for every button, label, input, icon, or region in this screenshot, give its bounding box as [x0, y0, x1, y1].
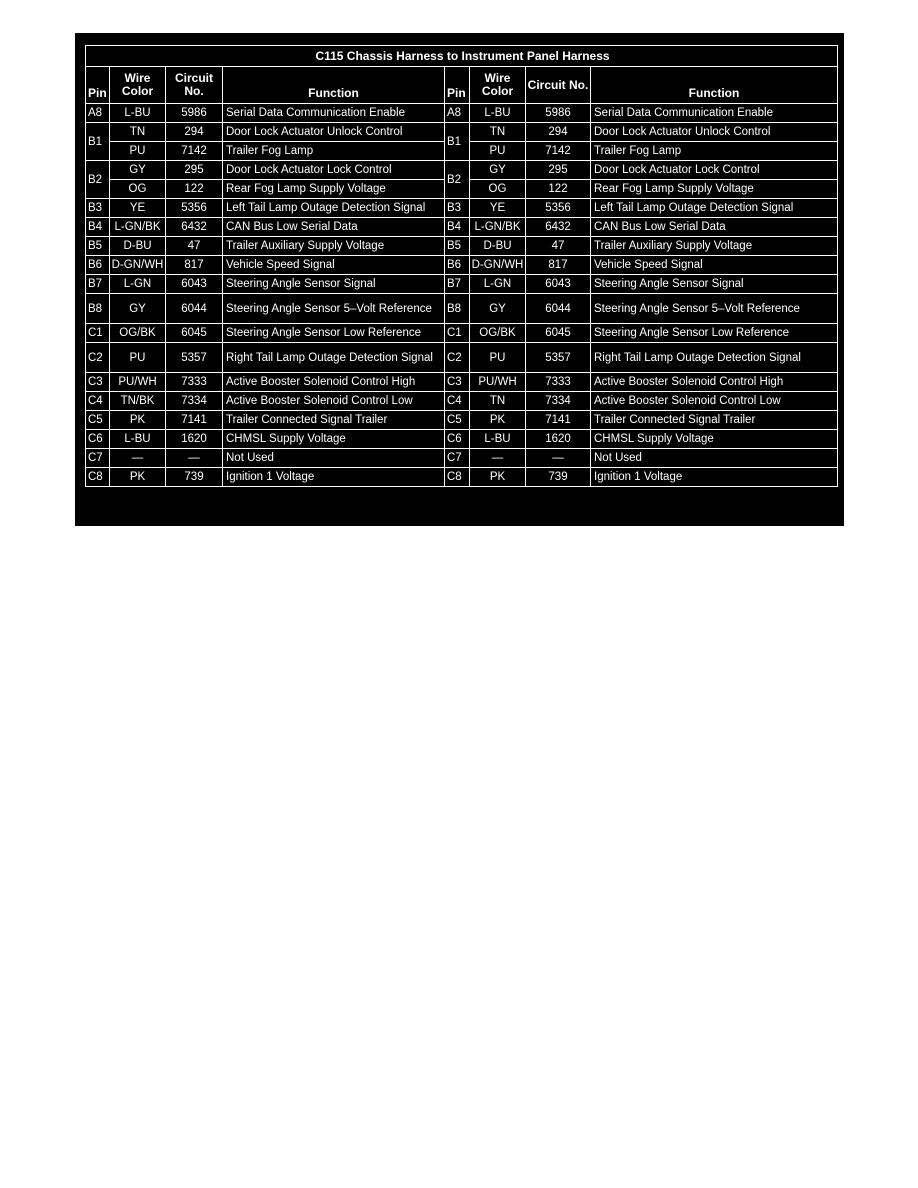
wire-color-cell-left: L-BU — [110, 104, 166, 123]
wire-color-cell-right: D-GN/WH — [470, 256, 526, 275]
pin-cell-right: C5 — [445, 411, 470, 430]
function-cell-left: Trailer Connected Signal Trailer — [223, 411, 445, 430]
wire-color-cell-left: — — [110, 449, 166, 468]
function-cell-left: Active Booster Solenoid Control Low — [223, 392, 445, 411]
pin-cell-left: B8 — [86, 294, 110, 324]
function-cell-right: Vehicle Speed Signal — [591, 256, 838, 275]
wire-color-cell-right: TN — [470, 123, 526, 142]
pin-cell-left: B6 — [86, 256, 110, 275]
pin-cell-left: C2 — [86, 343, 110, 373]
function-cell-left: Steering Angle Sensor Low Reference — [223, 324, 445, 343]
circuit-cell-left: 6045 — [166, 324, 223, 343]
wire-color-cell-right: OG/BK — [470, 324, 526, 343]
pin-cell-right: C8 — [445, 468, 470, 487]
wire-color-cell-left: GY — [110, 294, 166, 324]
pin-cell-right: B4 — [445, 218, 470, 237]
function-cell-left: Vehicle Speed Signal — [223, 256, 445, 275]
wire-color-cell-left: YE — [110, 199, 166, 218]
wire-color-cell-right: — — [470, 449, 526, 468]
table-body — [86, 104, 838, 487]
function-cell-right: Serial Data Communication Enable — [591, 104, 838, 123]
circuit-cell-left: 7333 — [166, 373, 223, 392]
table-row — [86, 373, 838, 392]
wire-color-cell-left: GY — [110, 161, 166, 180]
pin-cell-right: B5 — [445, 237, 470, 256]
pin-cell-left: C1 — [86, 324, 110, 343]
circuit-cell-right: — — [526, 449, 591, 468]
table-row — [86, 343, 838, 373]
function-cell-left: Trailer Fog Lamp — [223, 142, 445, 161]
function-cell-right: Trailer Fog Lamp — [591, 142, 838, 161]
circuit-cell-left: 295 — [166, 161, 223, 180]
circuit-cell-right: 6045 — [526, 324, 591, 343]
circuit-cell-right: 1620 — [526, 430, 591, 449]
function-cell-right: Trailer Connected Signal Trailer — [591, 411, 838, 430]
wire-color-cell-left: L-GN — [110, 275, 166, 294]
function-cell-right: Rear Fog Lamp Supply Voltage — [591, 180, 838, 199]
wire-color-cell-right: PU/WH — [470, 373, 526, 392]
wire-color-cell-left: TN — [110, 123, 166, 142]
circuit-cell-right: 5356 — [526, 199, 591, 218]
pin-cell-right: C6 — [445, 430, 470, 449]
function-cell-right: Ignition 1 Voltage — [591, 468, 838, 487]
circuit-cell-left: 47 — [166, 237, 223, 256]
pin-cell-right: C2 — [445, 343, 470, 373]
wire-color-cell-left: PU/WH — [110, 373, 166, 392]
pin-cell-right: C4 — [445, 392, 470, 411]
circuit-cell-left: 6043 — [166, 275, 223, 294]
function-cell-left: Ignition 1 Voltage — [223, 468, 445, 487]
circuit-cell-left: 5357 — [166, 343, 223, 373]
function-cell-right: Steering Angle Sensor 5–Volt Reference — [591, 294, 838, 324]
table-row — [86, 123, 838, 142]
table-row — [86, 411, 838, 430]
wire-color-cell-right: L-GN/BK — [470, 218, 526, 237]
function-cell-left: Serial Data Communication Enable — [223, 104, 445, 123]
table-row — [86, 256, 838, 275]
circuit-cell-left: 5986 — [166, 104, 223, 123]
circuit-cell-right: 122 — [526, 180, 591, 199]
function-cell-left: CHMSL Supply Voltage — [223, 430, 445, 449]
pin-cell-left: C8 — [86, 468, 110, 487]
wire-color-cell-right: PU — [470, 343, 526, 373]
pin-cell-right: B6 — [445, 256, 470, 275]
circuit-cell-left: 7334 — [166, 392, 223, 411]
function-cell-left: Door Lock Actuator Lock Control — [223, 161, 445, 180]
function-cell-right: Door Lock Actuator Lock Control — [591, 161, 838, 180]
pin-cell-right: C3 — [445, 373, 470, 392]
circuit-cell-left: — — [166, 449, 223, 468]
pin-cell-right: C1 — [445, 324, 470, 343]
table-row — [86, 392, 838, 411]
circuit-cell-left: 739 — [166, 468, 223, 487]
table-row — [86, 468, 838, 487]
circuit-cell-left: 6044 — [166, 294, 223, 324]
circuit-cell-right: 6043 — [526, 275, 591, 294]
circuit-cell-right: 47 — [526, 237, 591, 256]
function-cell-left: Active Booster Solenoid Control High — [223, 373, 445, 392]
function-cell-right: CHMSL Supply Voltage — [591, 430, 838, 449]
pin-cell-left: C6 — [86, 430, 110, 449]
connector-figure — [75, 33, 844, 526]
pin-cell-left: B5 — [86, 237, 110, 256]
function-cell-right: Door Lock Actuator Unlock Control — [591, 123, 838, 142]
pin-cell-right: B3 — [445, 199, 470, 218]
function-cell-right: CAN Bus Low Serial Data — [591, 218, 838, 237]
wire-color-cell-left: D-GN/WH — [110, 256, 166, 275]
function-cell-right: Active Booster Solenoid Control High — [591, 373, 838, 392]
wire-color-cell-left: PK — [110, 411, 166, 430]
circuit-cell-left: 5356 — [166, 199, 223, 218]
circuit-cell-right: 5986 — [526, 104, 591, 123]
wire-color-cell-right: L-BU — [470, 104, 526, 123]
circuit-cell-left: 7141 — [166, 411, 223, 430]
wire-color-cell-left: L-GN/BK — [110, 218, 166, 237]
wire-color-cell-right: PU — [470, 142, 526, 161]
wire-color-cell-left: PU — [110, 343, 166, 373]
wire-color-cell-left: L-BU — [110, 430, 166, 449]
circuit-cell-right: 5357 — [526, 343, 591, 373]
table-row — [86, 430, 838, 449]
circuit-cell-left: 6432 — [166, 218, 223, 237]
function-cell-left: Right Tail Lamp Outage Detection Signal — [223, 343, 445, 373]
wire-color-cell-right: OG — [470, 180, 526, 199]
header-wire-color-right: Wire Color — [470, 67, 526, 104]
pin-cell-left: B7 — [86, 275, 110, 294]
header-function-right: Function — [591, 67, 838, 104]
function-cell-right: Steering Angle Sensor Signal — [591, 275, 838, 294]
wire-color-cell-left: PU — [110, 142, 166, 161]
pin-cell-right: C7 — [445, 449, 470, 468]
pin-cell-right: B1 — [445, 123, 470, 161]
pin-cell-left: B4 — [86, 218, 110, 237]
circuit-cell-left: 294 — [166, 123, 223, 142]
header-pin-left: Pin — [86, 67, 110, 104]
table-row — [86, 294, 838, 324]
function-cell-right: Steering Angle Sensor Low Reference — [591, 324, 838, 343]
circuit-cell-left: 7142 — [166, 142, 223, 161]
function-cell-left: Left Tail Lamp Outage Detection Signal — [223, 199, 445, 218]
circuit-cell-right: 7333 — [526, 373, 591, 392]
function-cell-left: Steering Angle Sensor 5–Volt Reference — [223, 294, 445, 324]
circuit-cell-left: 1620 — [166, 430, 223, 449]
circuit-cell-right: 817 — [526, 256, 591, 275]
pin-cell-left: B1 — [86, 123, 110, 161]
wire-color-cell-right: L-BU — [470, 430, 526, 449]
circuit-cell-right: 6044 — [526, 294, 591, 324]
wire-color-cell-left: PK — [110, 468, 166, 487]
function-cell-left: Steering Angle Sensor Signal — [223, 275, 445, 294]
function-cell-right: Not Used — [591, 449, 838, 468]
table-row — [86, 237, 838, 256]
wire-color-cell-left: TN/BK — [110, 392, 166, 411]
circuit-cell-right: 7141 — [526, 411, 591, 430]
circuit-cell-right: 7142 — [526, 142, 591, 161]
wire-color-cell-right: YE — [470, 199, 526, 218]
pin-cell-right: B7 — [445, 275, 470, 294]
header-wire-color-left: Wire Color — [110, 67, 166, 104]
circuit-cell-right: 7334 — [526, 392, 591, 411]
wire-color-cell-right: L-GN — [470, 275, 526, 294]
wire-color-cell-right: D-BU — [470, 237, 526, 256]
pin-cell-left: B3 — [86, 199, 110, 218]
function-cell-left: Rear Fog Lamp Supply Voltage — [223, 180, 445, 199]
circuit-cell-right: 295 — [526, 161, 591, 180]
pin-cell-left: C5 — [86, 411, 110, 430]
pin-cell-left: A8 — [86, 104, 110, 123]
wire-color-cell-right: GY — [470, 161, 526, 180]
function-cell-left: Trailer Auxiliary Supply Voltage — [223, 237, 445, 256]
wire-color-cell-right: GY — [470, 294, 526, 324]
function-cell-left: Door Lock Actuator Unlock Control — [223, 123, 445, 142]
table-row — [86, 218, 838, 237]
pin-cell-left: C7 — [86, 449, 110, 468]
pin-cell-left: C4 — [86, 392, 110, 411]
table-row — [86, 104, 838, 123]
wire-color-cell-right: PK — [470, 411, 526, 430]
pin-cell-right: B2 — [445, 161, 470, 199]
function-cell-right: Trailer Auxiliary Supply Voltage — [591, 237, 838, 256]
function-cell-right: Active Booster Solenoid Control Low — [591, 392, 838, 411]
function-cell-left: CAN Bus Low Serial Data — [223, 218, 445, 237]
connector-table — [85, 45, 838, 487]
table-row — [86, 275, 838, 294]
function-cell-right: Right Tail Lamp Outage Detection Signal — [591, 343, 838, 373]
table-row — [86, 199, 838, 218]
pin-cell-right: B8 — [445, 294, 470, 324]
pin-cell-right: A8 — [445, 104, 470, 123]
pin-cell-left: C3 — [86, 373, 110, 392]
circuit-cell-left: 122 — [166, 180, 223, 199]
table-row — [86, 324, 838, 343]
circuit-cell-right: 294 — [526, 123, 591, 142]
header-function-left: Function — [223, 67, 445, 104]
header-pin-right: Pin — [445, 67, 470, 104]
pin-cell-left: B2 — [86, 161, 110, 199]
circuit-cell-left: 817 — [166, 256, 223, 275]
header-circuit-no-right: Circuit No. — [526, 67, 591, 104]
header-circuit-no-left: Circuit No. — [166, 67, 223, 104]
wire-color-cell-right: PK — [470, 468, 526, 487]
circuit-cell-right: 6432 — [526, 218, 591, 237]
table-row — [86, 449, 838, 468]
table-row — [86, 161, 838, 180]
wire-color-cell-left: OG/BK — [110, 324, 166, 343]
function-cell-right: Left Tail Lamp Outage Detection Signal — [591, 199, 838, 218]
wire-color-cell-right: TN — [470, 392, 526, 411]
table-title: C115 Chassis Harness to Instrument Panel Harness — [86, 46, 838, 67]
wire-color-cell-left: OG — [110, 180, 166, 199]
wire-color-cell-left: D-BU — [110, 237, 166, 256]
function-cell-left: Not Used — [223, 449, 445, 468]
circuit-cell-right: 739 — [526, 468, 591, 487]
